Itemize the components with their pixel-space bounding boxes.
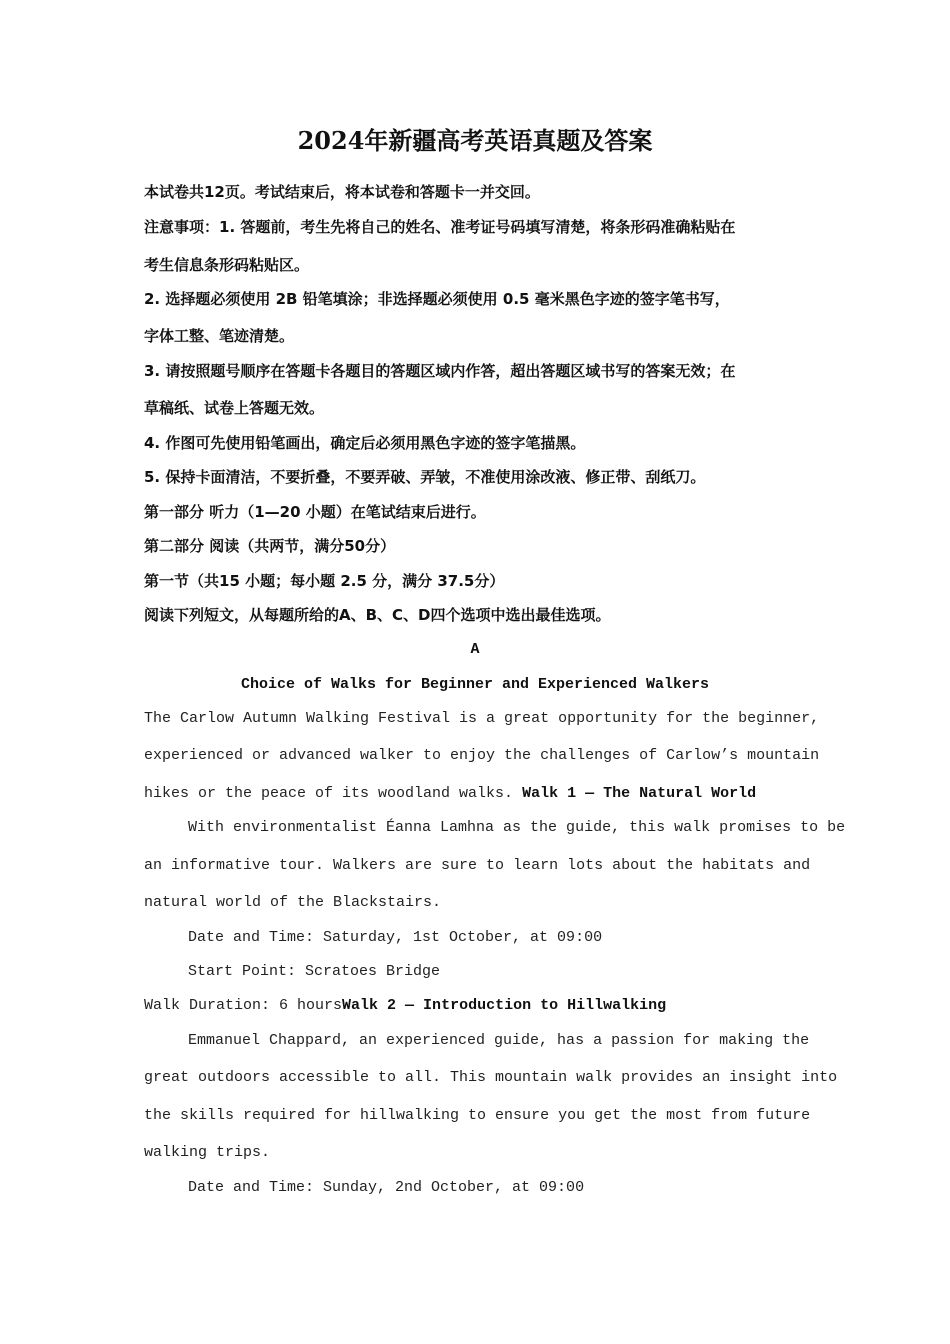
note-3-line-2: 草稿纸、试卷上答题无效。 xyxy=(144,399,325,417)
intro-line-3-text: hikes or the peace of its woodland walks. xyxy=(144,785,514,802)
page-title: 2024年新疆高考英语真题及答案 xyxy=(297,126,653,155)
note-3-line-1: 3. 请按照题号顺序在答题卡各题目的答题区域内作答，超出答题区域书写的答案无效；在 xyxy=(144,362,736,380)
passage-letter: A xyxy=(470,641,480,658)
walk-1-duration: Walk Duration: 6 hours xyxy=(144,997,343,1014)
passage-heading: Choice of Walks for Beginner and Experienced Walkers xyxy=(240,676,710,693)
walk-2-desc-line-3: the skills required for hillwalking to ensure you get the most from future xyxy=(144,1107,811,1124)
note-4: 4. 作图可先使用铅笔画出，确定后必须用黑色字迹的签字笔描黑。 xyxy=(144,434,586,452)
intro-line-3 xyxy=(144,783,824,805)
walk-1-date: Date and Time: Saturday, 1st October, at 09:00 xyxy=(188,929,603,946)
walk-1-duration-line xyxy=(144,995,824,1017)
walk-2-title: Walk 2 — Introduction to Hillwalking xyxy=(342,997,667,1014)
walk-2-desc-line-2: great outdoors accessible to all. This mountain walk provides an insight into xyxy=(144,1069,838,1086)
note-2-line-2: 字体工整、笔迹清楚。 xyxy=(144,327,295,345)
intro-line-2: experienced or advanced walker to enjoy the challenges of Carlow’s mountain xyxy=(144,747,820,764)
note-5: 5. 保持卡面清洁，不要折叠，不要弄破、弄皱，不准使用涂改液、修正带、刮纸刀。 xyxy=(144,468,706,486)
walk-2-date: Date and Time: Sunday, 2nd October, at 09:00 xyxy=(188,1179,585,1196)
walk-1-title: Walk 1 — The Natural World xyxy=(522,785,757,802)
part-1-heading: 第一部分 听力（1—20 小题）在笔试结束后进行。 xyxy=(144,503,486,521)
section-1-heading: 第一节（共15 小题；每小题 2.5 分，满分 37.5分） xyxy=(144,572,505,590)
walk-1-desc-line-2: an informative tour. Walkers are sure to learn lots about the habitats and xyxy=(144,857,811,874)
walk-1-start: Start Point: Scratoes Bridge xyxy=(188,963,441,980)
note-2-line-1: 2. 选择题必须使用 2B 铅笔填涂；非选择题必须使用 0.5 毫米黑色字迹的签字笔书写， xyxy=(144,290,730,308)
walk-2-desc-line-1: Emmanuel Chappard, an experienced guide, has a passion for making the xyxy=(188,1032,810,1049)
walk-1-desc-line-1: With environmentalist Éanna Lamhna as the guide, this walk promises to be xyxy=(188,819,846,836)
part-2-heading: 第二部分 阅读（共两节，满分50分） xyxy=(144,537,396,555)
note-1-line-1: 注意事项：1. 答题前，考生先将自己的姓名、准考证号码填写清楚，将条形码准确粘贴在 xyxy=(144,218,736,236)
intro-line-1: The Carlow Autumn Walking Festival is a great opportunity for the beginner, xyxy=(144,710,820,727)
walk-2-desc-line-4: walking trips. xyxy=(144,1144,271,1161)
walk-1-desc-line-3: natural world of the Blackstairs. xyxy=(144,894,442,911)
exam-intro: 本试卷共12页。考试结束后，将本试卷和答题卡一并交回。 xyxy=(144,183,540,201)
reading-direction: 阅读下列短文，从每题所给的A、B、C、D四个选项中选出最佳选项。 xyxy=(144,606,611,624)
note-1-line-2: 考生信息条形码粘贴区。 xyxy=(144,256,310,274)
